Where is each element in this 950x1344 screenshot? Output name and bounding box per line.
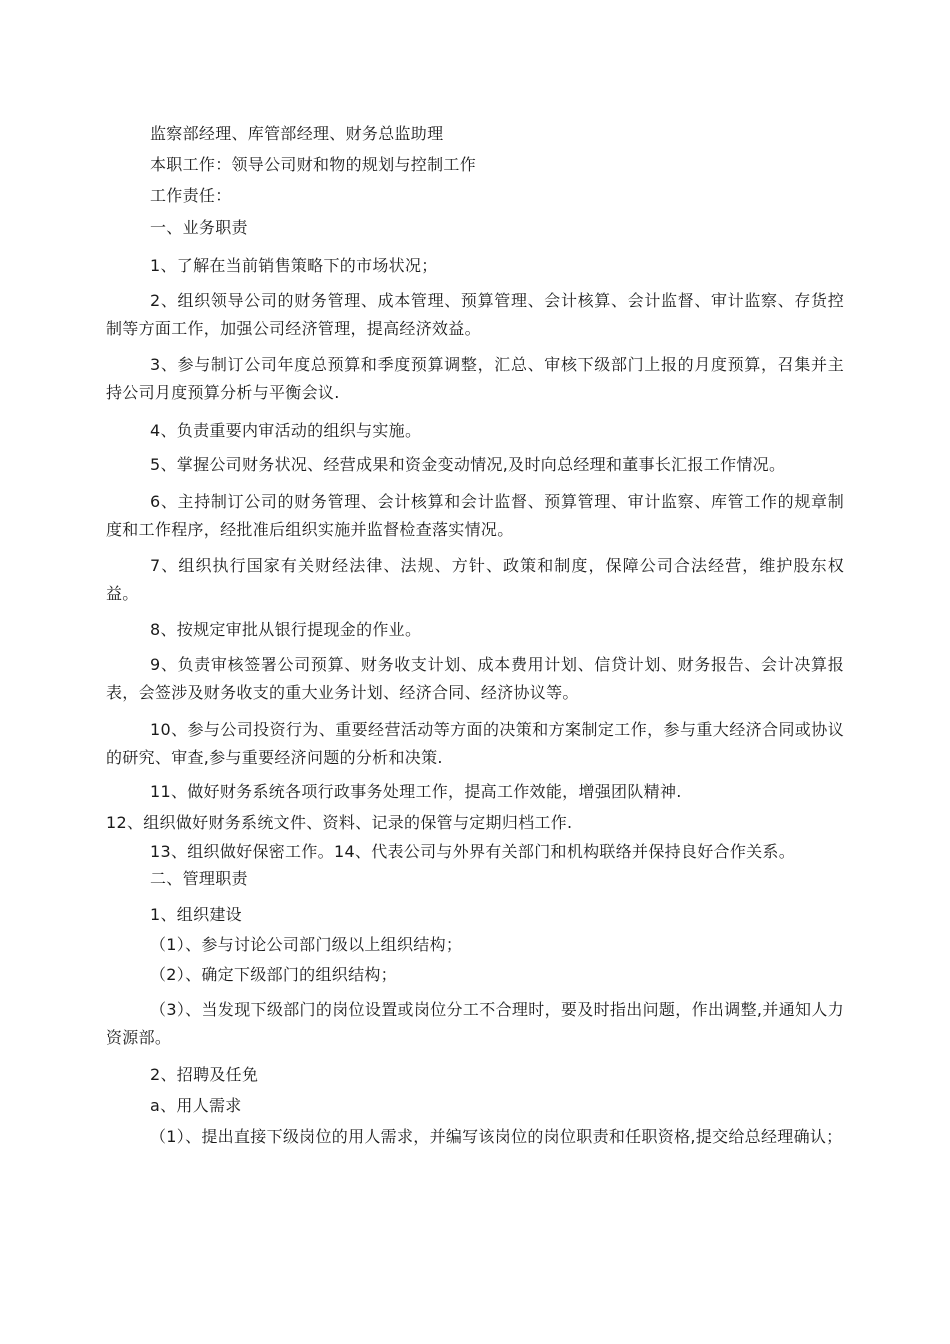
list-item: 8、按规定审批从银行提现金的作业。 — [150, 620, 422, 639]
list-item: 12、组织做好财务系统文件、资料、记录的保管与定期归档工作. — [106, 813, 573, 832]
list-item: 4、负责重要内审活动的组织与实施。 — [150, 421, 422, 440]
list-item: 5、掌握公司财务状况、经营成果和资金变动情况,及时向总经理和董事长汇报工作情况。 — [150, 455, 786, 474]
list-item: （3）、当发现下级部门的岗位设置或岗位分工不合理时，要及时指出问题，作出调整,并通知人力资源部。 — [106, 1000, 844, 1047]
list-item: （2）、确定下级部门的组织结构； — [150, 965, 397, 984]
section-heading-management: 二、管理职责 — [150, 869, 248, 888]
subsection-title-organization: 1、组织建设 — [150, 905, 242, 924]
list-item: 11、做好财务系统各项行政事务处理工作，提高工作效能，增强团队精神. — [150, 782, 682, 801]
list-item: 9、负责审核签署公司预算、财务收支计划、成本费用计划、信贷计划、财务报告、会计决算报表，会签涉及财务收支的重大业务计划、经济合同、经济协议等。 — [106, 655, 844, 702]
list-item: 13、组织做好保密工作。14、代表公司与外界有关部门和机构联络并保持良好合作关系。 — [150, 842, 796, 861]
list-item: 1、了解在当前销售策略下的市场状况； — [150, 256, 438, 275]
list-item: 7、组织执行国家有关财经法律、法规、方针、政策和制度，保障公司合法经营，维护股东权益。 — [106, 556, 844, 603]
section-heading-business: 一、业务职责 — [150, 218, 248, 237]
subsection-title-recruitment: 2、招聘及任免 — [150, 1065, 259, 1084]
list-item: （1）、参与讨论公司部门级以上组织结构； — [150, 935, 463, 954]
header-positions: 监察部经理、库管部经理、财务总监助理 — [150, 124, 444, 143]
list-item: （1）、提出直接下级岗位的用人需求，并编写该岗位的岗位职责和任职资格,提交给总经理确认； — [150, 1127, 843, 1146]
list-item: 2、组织领导公司的财务管理、成本管理、预算管理、会计核算、会计监督、审计监察、存货控制等方面工作，加强公司经济管理，提高经济效益。 — [106, 291, 844, 338]
list-item: 10、参与公司投资行为、重要经营活动等方面的决策和方案制定工作，参与重大经济合同或协议的研究、审查,参与重要经济问题的分析和决策. — [106, 720, 844, 767]
subsection-subtitle-demand: a、用人需求 — [150, 1096, 242, 1115]
list-item: 6、主持制订公司的财务管理、会计核算和会计监督、预算管理、审计监察、库管工作的规章制度和工作程序，经批准后组织实施并监督检查落实情况。 — [106, 492, 844, 539]
header-responsibility-label: 工作责任： — [150, 186, 232, 205]
list-item: 3、参与制订公司年度总预算和季度预算调整，汇总、审核下级部门上报的月度预算，召集并主持公司月度预算分析与平衡会议. — [106, 355, 844, 402]
header-duty: 本职工作：领导公司财和物的规划与控制工作 — [150, 155, 477, 174]
